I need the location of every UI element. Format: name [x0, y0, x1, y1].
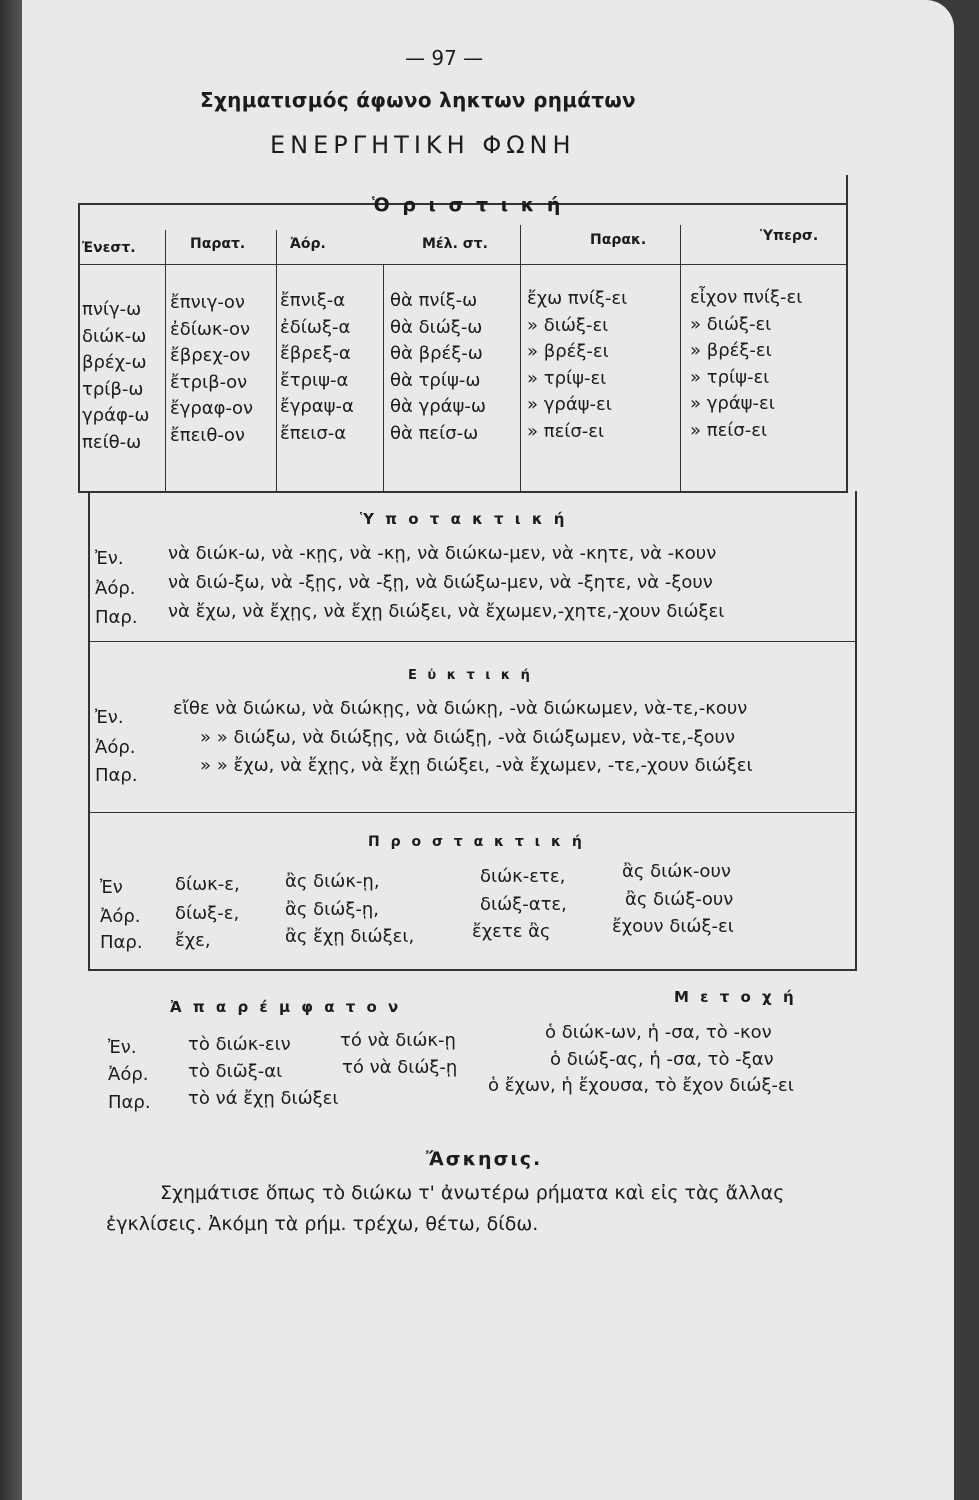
- optative-label: Ἐν.: [95, 707, 124, 728]
- table-cell: ἔπνιγ-ον: [170, 292, 245, 313]
- participle-text: ὁ ἔχων, ἡ ἔχουσα, τὸ ἔχον διώξ-ει: [488, 1075, 794, 1096]
- table-cell: ἔχω πνίξ-ει: [527, 288, 628, 309]
- table-cell: γράφ-ω: [82, 405, 150, 426]
- optative-text: » » διώξω, νὰ διώξῃς, νὰ διώξῃ, -νὰ διώξωμεν, νὰ-τε,-ξουν: [200, 727, 735, 748]
- col-divider-4: [520, 225, 521, 491]
- table-cell: θὰ πνίξ-ω: [390, 290, 478, 311]
- future-column: [390, 288, 486, 447]
- table-cell: » γράψ-ει: [527, 394, 612, 415]
- table-cell: » τρίψ-ει: [527, 367, 607, 389]
- infinitive-cell: τὸ νά ἔχῃ διώξει: [188, 1088, 339, 1109]
- page-edge-shadow: [0, 0, 22, 1500]
- infinitive-cell: τὸ διώκ-ειν: [188, 1034, 291, 1055]
- subjunctive-text: νὰ διώ-ξω, νὰ -ξῃς, νὰ -ξῃ, νὰ διώξω-μεν, νὰ -ξητε, νὰ -ξουν: [168, 572, 713, 593]
- infinitive-label: Ἐν.: [108, 1037, 137, 1058]
- mood-box-right-line: [855, 491, 857, 971]
- imperative-bottom-line: [88, 969, 856, 971]
- exercise-text-line-2: ἐγκλίσεις. Ἀκόμη τὰ ρήμ. τρέχω, θέτω, δίδω.: [106, 1213, 539, 1235]
- table-bottom-line: [78, 491, 848, 493]
- table-cell: ἔπειθ-ον: [170, 424, 245, 446]
- table-cell: πνίγ-ω: [82, 299, 142, 320]
- table-right-line: [846, 175, 848, 493]
- table-cell: ἔβρεχ-ον: [170, 345, 251, 366]
- table-cell: » πείσ-ει: [690, 419, 768, 441]
- infinitive-label: Ἀόρ.: [108, 1064, 149, 1085]
- imperative-cell: ἂς διώξ-ουν: [625, 889, 734, 910]
- imperative-heading: Π ρ ο σ τ α κ τ ι κ ή: [368, 834, 585, 850]
- table-left-line: [78, 203, 80, 493]
- optative-label: Ἀόρ.: [95, 737, 136, 758]
- col-header-pluperfect: Ὑπερσ.: [760, 228, 819, 244]
- table-cell: » τρίψ-ει: [690, 366, 770, 388]
- col-divider-1: [165, 230, 166, 491]
- table-cell: » γράψ-ει: [690, 393, 775, 414]
- perfect-column: [527, 286, 627, 445]
- voice-heading: ΕΝΕΡΓΗΤΙΚΗ ΦΩΝΗ: [270, 131, 576, 159]
- table-cell: ἔτριψ-α: [280, 369, 349, 391]
- col-divider-5: [680, 225, 681, 491]
- optative-heading: Ε ὐ κ τ ι κ ή: [408, 668, 533, 683]
- table-cell: βρέχ-ω: [82, 352, 147, 373]
- table-cell: ἔγραφ-ον: [170, 398, 254, 419]
- subjunctive-bottom-line: [88, 641, 856, 642]
- exercise-text-line-1: Σχημάτισε ὅπως τὸ διώκω τ' ἀνωτέρω ρήματα καὶ εἰς τὰς ἄλλας: [160, 1182, 785, 1204]
- table-cell: ἐδίωξ-α: [280, 316, 351, 338]
- infinitive-cell: τό νὰ διώκ-ῃ: [340, 1030, 456, 1051]
- imperative-cell: ἂς διώξ-ῃ,: [285, 899, 379, 920]
- table-cell: ἔβρεξ-α: [280, 343, 351, 364]
- imperative-cell: διώκ-ετε,: [480, 866, 566, 887]
- col-header-present: Ἐνεστ.: [82, 240, 136, 256]
- table-cell: διώκ-ω: [82, 325, 147, 347]
- imperative-cell: διώξ-ατε,: [480, 894, 567, 915]
- subjunctive-label: Παρ.: [95, 607, 138, 628]
- imperative-cell: ἔχετε ἂς: [472, 921, 551, 942]
- subjunctive-label: Ἀόρ.: [95, 578, 136, 599]
- table-cell: θὰ πείσ-ω: [390, 422, 479, 444]
- table-cell: ἔπεισ-α: [280, 422, 347, 444]
- optative-bottom-line: [88, 812, 856, 813]
- imperative-label: Ἐν: [100, 877, 123, 898]
- imperative-label: Ἀόρ.: [100, 906, 141, 927]
- participle-text: ὁ διώξ-ας, ἡ -σα, τὸ -ξαν: [550, 1049, 774, 1070]
- infinitive-cell: τό νὰ διώξ-ῃ: [342, 1057, 458, 1078]
- optative-label: Παρ.: [95, 765, 138, 786]
- imperative-cell: ἔχουν διώξ-ει: [612, 916, 734, 937]
- imperative-cell: ἂς διώκ-ῃ,: [285, 871, 380, 892]
- table-cell: θὰ γράψ-ω: [390, 396, 486, 417]
- imperative-label: Παρ.: [100, 932, 143, 953]
- optative-text: εἴθε νὰ διώκω, νὰ διώκῃς, νὰ διώκῃ, -νὰ διώκωμεν, νὰ-τε,-κουν: [173, 698, 748, 719]
- table-cell: θὰ βρέξ-ω: [390, 343, 483, 364]
- optative-text: » » ἔχω, νὰ ἔχῃς, νὰ ἔχῃ διώξει, -νὰ ἔχωμεν, -τε,-χουν διώξει: [200, 755, 753, 776]
- table-cell: » πείσ-ει: [527, 420, 605, 442]
- table-cell: πείθ-ω: [82, 431, 142, 453]
- table-cell: εἶχον πνίξ-ει: [690, 287, 803, 308]
- table-cell: ἔγραψ-α: [280, 396, 354, 417]
- table-cell: » βρέξ-ει: [690, 340, 772, 361]
- subjunctive-text: νὰ διώκ-ω, νὰ -κῃς, νὰ -κῃ, νὰ διώκω-μεν, νὰ -κητε, νὰ -κουν: [168, 543, 717, 564]
- infinitive-label: Παρ.: [108, 1092, 151, 1113]
- participle-text: ὁ διώκ-ων, ἡ -σα, τὸ -κον: [545, 1022, 772, 1043]
- table-cell: ἔτριβ-ον: [170, 371, 248, 393]
- imperfect-column: [170, 290, 253, 449]
- table-cell: » διώξ-ει: [690, 313, 772, 335]
- infinitive-cell: τὸ διῶξ-αι: [188, 1061, 283, 1082]
- subjunctive-heading: Ὑ π ο τ α κ τ ι κ ή: [360, 510, 568, 528]
- imperative-cell: ἔχε,: [175, 930, 211, 951]
- table-cell: τρίβ-ω: [82, 378, 144, 400]
- imperative-cell: δίωξ-ε,: [175, 903, 240, 924]
- infinitive-heading: Ἀ π α ρ έ μ φ α τ ο ν: [170, 998, 402, 1016]
- table-cell: ἔπνιξ-α: [280, 290, 346, 311]
- table-cell: θὰ διώξ-ω: [390, 316, 483, 338]
- col-header-imperfect: Παρατ.: [190, 236, 246, 252]
- page-title: Σχηματισμός άφωνο ληκτων ρημάτων: [200, 88, 636, 112]
- participle-heading: Μ ε τ ο χ ή: [674, 988, 797, 1006]
- subjunctive-text: νὰ ἔχω, νὰ ἔχῃς, νὰ ἔχῃ διώξει, νὰ ἔχωμεν,-χητε,-χουν διώξει: [168, 601, 725, 622]
- mood-box-left-line: [88, 491, 90, 971]
- indicative-heading: Ὁ ρ ι σ τ ι κ ή: [372, 194, 564, 216]
- table-cell: » διώξ-ει: [527, 314, 609, 336]
- col-divider-2: [276, 230, 277, 491]
- pluperfect-column: [690, 285, 802, 444]
- aorist-column: [280, 288, 354, 447]
- book-page: [22, 0, 954, 1500]
- imperative-cell: ἂς ἔχῃ διώξει,: [285, 926, 415, 947]
- present-column: [82, 297, 149, 456]
- subjunctive-label: Ἐν.: [95, 548, 124, 569]
- col-divider-3: [383, 264, 384, 491]
- col-header-future: Μέλ. στ.: [422, 236, 488, 252]
- table-cell: θὰ τρίψ-ω: [390, 369, 481, 391]
- page-number: — 97 —: [405, 46, 484, 70]
- col-header-aorist: Ἀόρ.: [290, 236, 326, 252]
- imperative-cell: ἂς διώκ-ουν: [622, 861, 731, 882]
- col-header-perfect: Παρακ.: [590, 232, 647, 248]
- table-cell: ἐδίωκ-ον: [170, 318, 251, 340]
- imperative-cell: δίωκ-ε,: [175, 874, 240, 895]
- exercise-heading: Ἄσκησις.: [426, 1148, 543, 1170]
- table-header-line: [78, 264, 848, 265]
- table-cell: » βρέξ-ει: [527, 341, 609, 362]
